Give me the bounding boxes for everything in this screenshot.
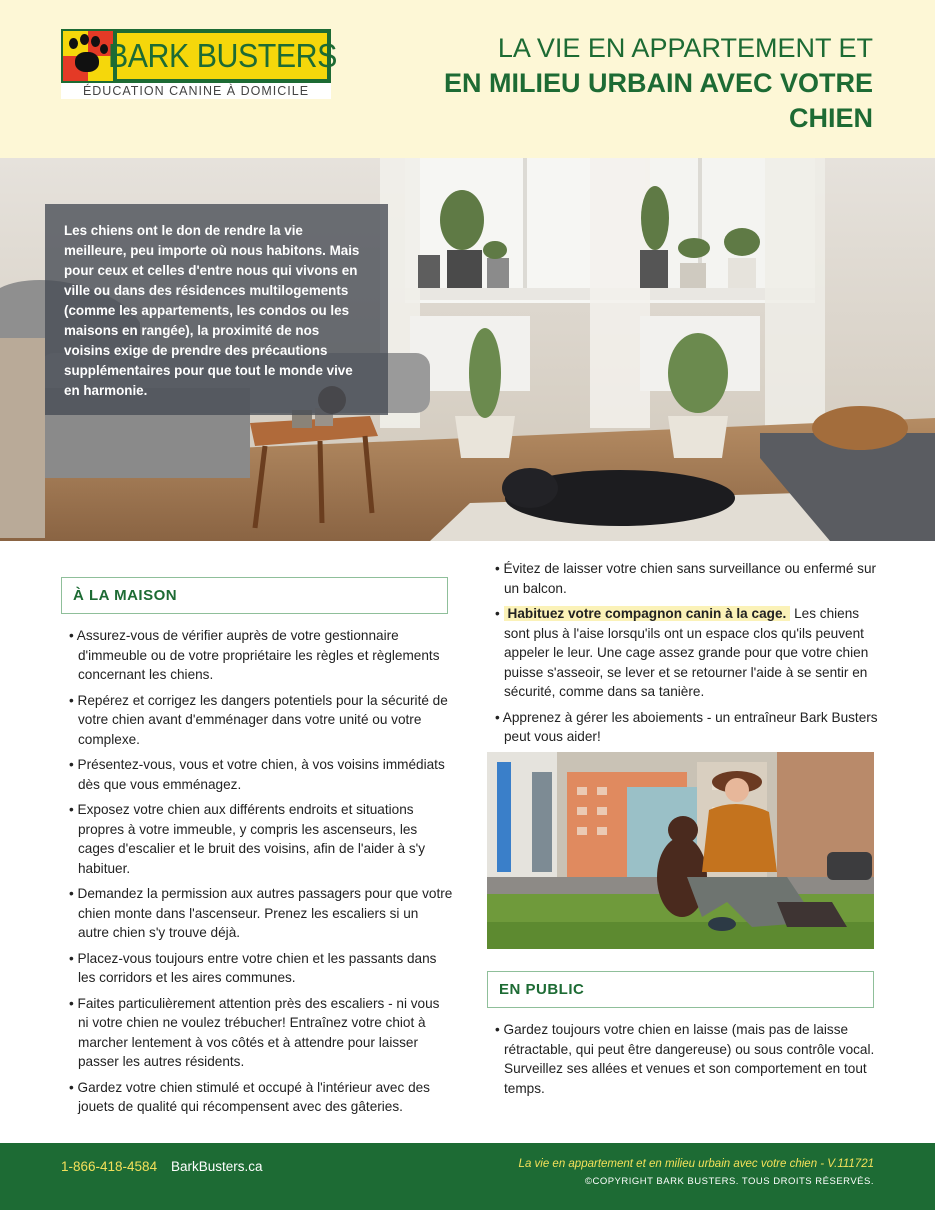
copyright-notice: ©COPYRIGHT BARK BUSTERS. TOUS DROITS RÉSERVÉS. (584, 1176, 874, 1187)
list-item: • Gardez toujours votre chien en laisse (mais pas de laisse rétractable, qui peut être dangereuse) ou sous contrôle vocal. Surveillez ses allées et venues et son comportement en tout temps. (495, 1022, 875, 1096)
page-header (0, 0, 935, 158)
logo-tagline: ÉDUCATION CANINE À DOMICILE (61, 83, 331, 99)
woman-with-dog-photo (487, 752, 874, 949)
section-heading-home (61, 577, 448, 614)
list-item: • Gardez votre chien stimulé et occupé à l'intérieur avec des jouets de qualité qui récompensent avec des gâteries. (69, 1079, 430, 1114)
home-heading-text: À LA MAISON (73, 587, 178, 604)
list-item: • Présentez-vous, vous et votre chien, à vos voisins immédiats dès que vous emménagez. (69, 757, 445, 792)
public-heading-text: EN PUBLIC (499, 981, 585, 998)
logo-wordmark: BARK BUSTERS (117, 33, 327, 79)
paw-icon (63, 31, 113, 81)
public-tips-list (487, 1020, 879, 1104)
intro-text-box (45, 204, 388, 415)
park-scene-illustration (487, 752, 874, 949)
list-item: • Assurez-vous de vérifier auprès de votre gestionnaire d'immeuble ou de votre propriétaire les règles et règlements concernant les chiens. (69, 628, 440, 682)
phone-number[interactable]: 1-866-418-4584 (61, 1159, 158, 1174)
bark-busters-logo (61, 29, 337, 99)
list-item: • Demandez la permission aux autres passagers pour que votre chien monte dans l'ascenseur. Prenez les escaliers si un autre chien s'y trouve déjà. (69, 886, 453, 940)
list-item: • Apprenez à gérer les aboiements - un entraîneur Bark Busters peut vous aider! (495, 709, 878, 744)
list-item: • Habituez votre compagnon canin à la cage. Les chiens sont plus à l'aise lorsqu'ils ont un espace clos qu'ils peuvent appeler le leur. Une cage assez grande pour que votre chien puisse s'asseoir, se lever et se retourner l'aide à se sentir en sécurité, comme dans sa tanière. (495, 606, 869, 699)
hero-photo (0, 158, 935, 541)
logo-banner (61, 29, 337, 83)
list-item: • Repérez et corrigez les dangers potentiels pour la sécurité de votre chien avant d'emménager dans votre unité ou votre complexe. (69, 692, 448, 747)
title-line-1: LA VIE EN APPARTEMENT ET (497, 33, 873, 63)
intro-paragraph: Les chiens ont le don de rendre la vie meilleure, peu importe où nous habitons. Mais pour ceux et celles d'entre nous qui vivons en ville ou dans des résidences multilogements (comme les appartements, les condos ou les maisons en rangée), la proximité de nos voisins exige de prendre des précautions supplémentaires pour que tout le monde vive en harmonie. (64, 223, 360, 398)
document-reference: La vie en appartement et en milieu urbain avec votre chien - V.111721 (518, 1158, 874, 1170)
list-item: • Évitez de laisser votre chien sans surveillance ou enfermé sur un balcon. (495, 561, 877, 596)
section-heading-public (487, 971, 874, 1008)
right-tips-list (487, 559, 882, 753)
home-tips-list (61, 626, 453, 1123)
crate-highlight: Habituez votre compagnon canin à la cage. (504, 606, 791, 621)
list-item: • Exposez votre chien aux différents endroits et situations propres à votre immeuble, y compris les ascenseurs, les cages d'escalier et le bruit des voisins, afin de l'aider à s'y habituer. (69, 802, 426, 876)
list-item: • Placez-vous toujours entre votre chien et les passants dans les corridors et les aires communes. (69, 950, 437, 985)
title-line-2: EN MILIEU URBAIN AVEC VOTRE CHIEN (443, 68, 873, 133)
page-title (353, 31, 873, 136)
website-link[interactable]: BarkBusters.ca (171, 1159, 263, 1174)
page-footer (0, 1143, 935, 1210)
list-item: • Faites particulièrement attention près des escaliers - ni vous ni votre chien ne voulez trébucher! Entraînez votre chiot à marcher lentement à vos côtés et à attendre pour laisser passer les autres résidents. (69, 995, 440, 1069)
